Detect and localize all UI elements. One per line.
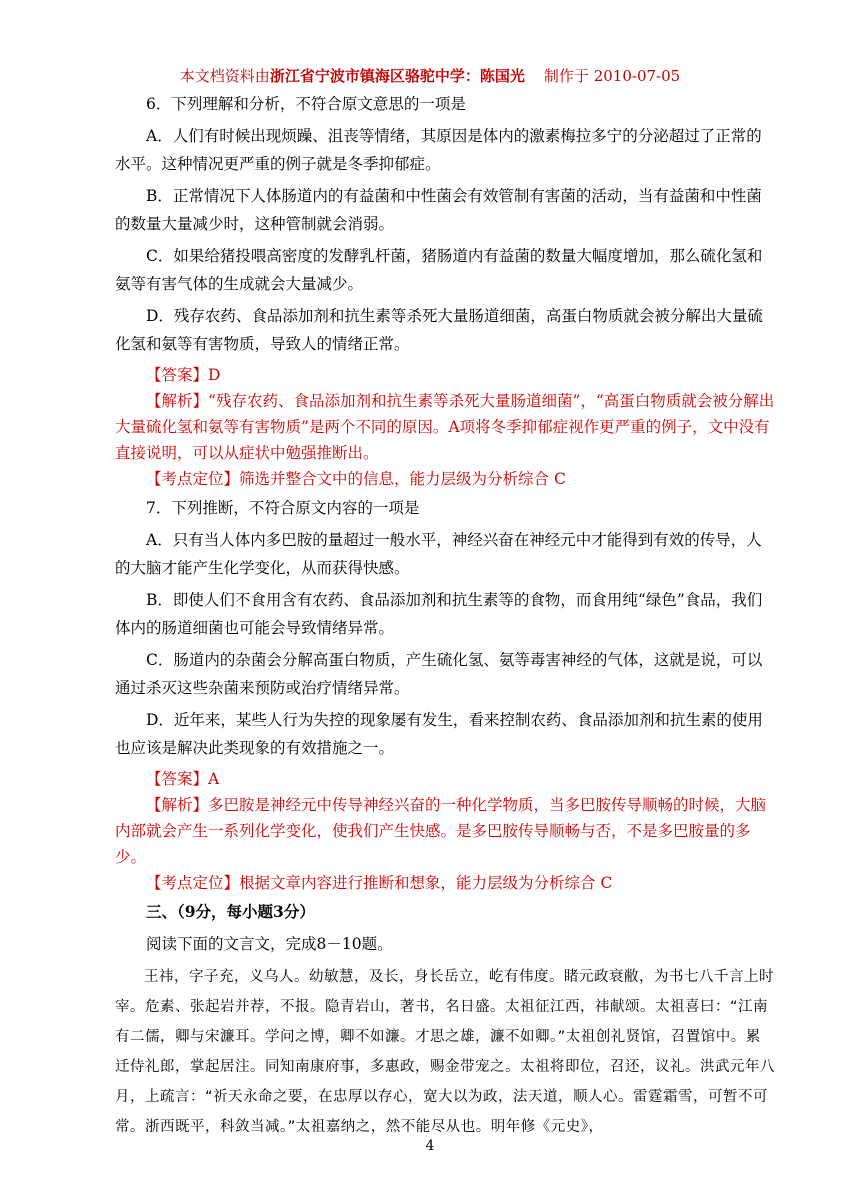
section-3-instruction: 阅读下面的文言文，完成8－10题。	[146, 935, 393, 953]
question-6-point	[115, 466, 775, 492]
analysis-tag: 【解析】	[146, 796, 209, 814]
question-7-option-a: A．只有当人体内多巴胺的量超过一般水平，神经兴奋在神经元中才能得到有效的传导，人的大脑才能产生化学变化，从而获得快感。	[115, 531, 762, 577]
page-number: 4	[425, 1138, 435, 1154]
question-6-option-b: B．正常情况下人体肠道内的有益菌和中性菌会有效管制有害菌的活动，当有益菌和中性菌的数量大量减少时，这种管制就会消弱。	[115, 187, 762, 233]
answer-value: A	[208, 770, 220, 788]
question-7-option-b: B．即使人们不食用含有农药、食品添加剂和抗生素等的食物，而食用纯“绿色”食品，我们体内的肠道细菌也可能会导致情绪异常。	[115, 591, 763, 637]
answer-tag: 【答案】	[146, 366, 209, 384]
point-text: 筛选并整合文中的信息，能力层级为分析综合 C	[239, 470, 566, 488]
question-7-analysis	[115, 792, 775, 870]
question-6-option-a: A．人们有时候出现烦躁、沮丧等情绪，其原因是体内的激素梅拉多宁的分泌超过了正常的水平。这种情况更严重的例子就是冬季抑郁症。	[115, 127, 762, 173]
document-body	[115, 90, 775, 1142]
question-6-stem: 6．下列理解和分析，不符合原文意思的一项是	[146, 95, 466, 113]
question-6-analysis	[115, 388, 775, 466]
analysis-text: 多巴胺是神经元中传导神经兴奋的一种化学物质，当多巴胺传导顺畅的时候，大脑内部就会产生一系列化学变化，使我们产生快感。是多巴胺传导顺畅与否，不是多巴胺量的多少。	[115, 796, 767, 866]
header-prefix: 本文档资料由	[179, 67, 270, 85]
question-7-option-c: C．肠道内的杂菌会分解高蛋白物质，产生硫化氢、氨等毒害神经的气体，这就是说，可以通过杀灭这些杂菌来预防或治疗情绪异常。	[115, 651, 763, 697]
classical-passage: 王祎，字子充，义乌人。幼敏慧，及长，身长岳立，屹有伟度。睹元政衰敝，为书七八千言上时宰。危素、张起岩并荐，不报。隐青岩山，著书，名日盛。太祖征江西，祎献颂。太祖喜曰：“江南有二儒，卿与宋濂耳。学问之博，卿不如濂。才思之雄，濂不如卿。”太祖创礼贤馆，召置馆中。累迁侍礼郎，掌起居注。同知南康府事，多惠政，赐金带宠之。太祖将即位，召还，议礼。洪武元年八月，上疏言：“祈天永命之要，在忠厚以存心，宽大以为政，法天道，顺人心。雷霆霜雪，可暂不可常。浙西既平，科敛当减。”太祖嘉纳之，然不能尽从也。明年修《元史》，	[115, 969, 775, 1135]
question-7-answer	[115, 766, 775, 792]
analysis-tag: 【解析】	[146, 392, 209, 410]
section-3-title: 三、（9分，每小题3分）	[146, 902, 315, 921]
question-6-option-d: D．残存农药、食品添加剂和抗生素等杀死大量肠道细菌，高蛋白物质就会被分解出大量硫化氢和氨等有害物质，导致人的情绪正常。	[115, 307, 763, 353]
question-6-answer	[115, 362, 775, 388]
analysis-text: “残存农药、食品添加剂和抗生素等杀死大量肠道细菌”，“高蛋白物质就会被分解出大量硫化氢和氨等有害物质”是两个不同的原因。A项将冬季抑郁症视作更严重的例子，文中没有直接说明，可以从症状中勉强推断出。	[115, 392, 775, 462]
point-tag: 【考点定位】	[146, 470, 240, 488]
answer-tag: 【答案】	[146, 770, 209, 788]
question-7-option-d: D．近年来，某些人行为失控的现象屡有发生，看来控制农药、食品添加剂和抗生素的使用也应该是解决此类现象的有效措施之一。	[115, 711, 763, 757]
header-date: 2010-07-05	[593, 67, 681, 85]
question-7-point	[115, 870, 775, 896]
page-header	[0, 66, 860, 86]
question-6-option-c: C．如果给猪投喂高密度的发酵乳杆菌，猪肠道内有益菌的数量大幅度增加，那么硫化氢和氨等有害气体的生成就会大量减少。	[115, 247, 763, 293]
point-tag: 【考点定位】	[146, 874, 240, 892]
point-text: 根据文章内容进行推断和想象，能力层级为分析综合 C	[239, 874, 613, 892]
answer-value: D	[208, 366, 221, 384]
header-made: 制作于	[543, 67, 589, 85]
question-7-stem: 7．下列推断，不符合原文内容的一项是	[146, 499, 420, 517]
header-school: 浙江省宁波市镇海区骆驼中学：陈国光	[269, 67, 525, 85]
